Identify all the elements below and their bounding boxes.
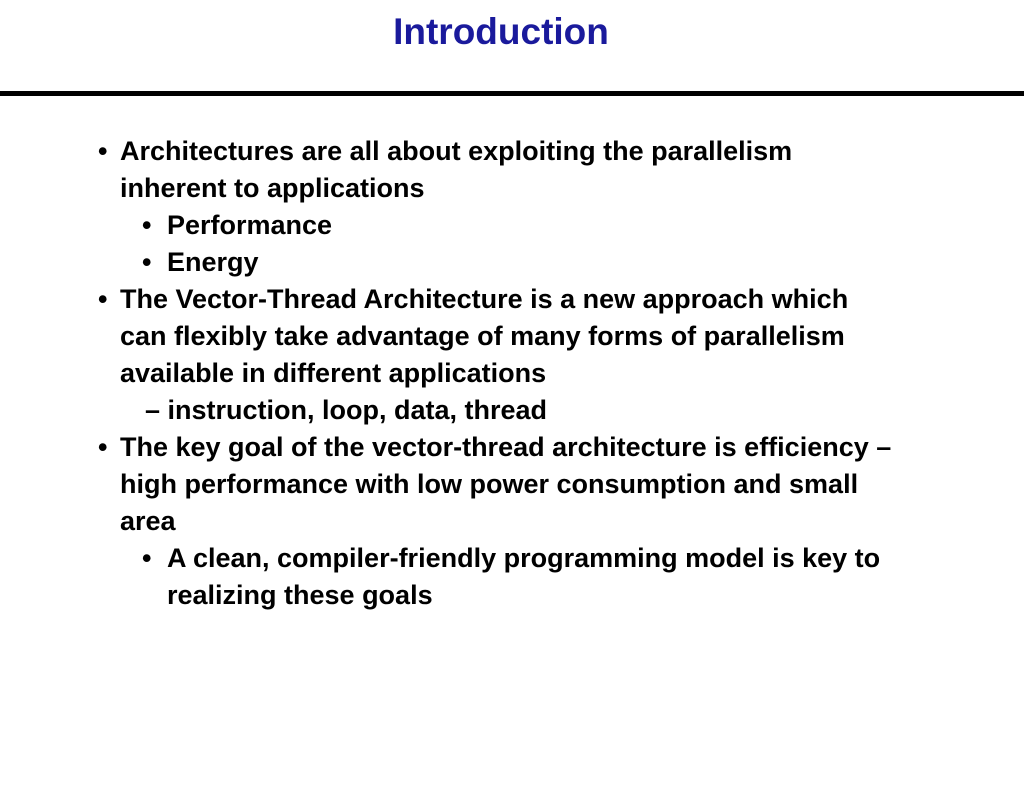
sub-bullet-item <box>0 540 907 614</box>
title-divider <box>0 91 1024 96</box>
sub-bullet-marker: • <box>142 543 152 573</box>
bullet-item <box>0 429 900 540</box>
dash-sub-item: – instruction, loop, data, thread <box>145 395 548 425</box>
slide-title: Introduction <box>393 11 609 52</box>
bullet-item <box>0 133 900 207</box>
sub-bullet-marker: • <box>142 210 152 240</box>
slide-body <box>0 133 1024 614</box>
sub-bullet-text: Performance <box>167 210 333 240</box>
bullet-text: Architectures are all about exploiting the parallelism inherent to applications <box>120 136 793 203</box>
sub-bullet-marker: • <box>142 247 152 277</box>
sub-bullet-item <box>0 207 907 244</box>
bullet-marker: • <box>98 284 108 314</box>
sub-bullet-item <box>0 244 907 281</box>
bullet-marker: • <box>98 432 108 462</box>
bullet-text: The Vector-Thread Architecture is a new approach which can flexibly take advantage of many forms of parallelism available in different applications <box>120 284 849 388</box>
sub-bullet-text: Energy <box>167 247 259 277</box>
bullet-text: The key goal of the vector-thread architecture is efficiency – high performance with low power consumption and small area <box>120 432 892 536</box>
bullet-item <box>0 281 900 392</box>
bullet-marker: • <box>98 136 108 166</box>
sub-bullet-text: A clean, compiler-friendly programming model is key to realizing these goals <box>167 543 881 610</box>
